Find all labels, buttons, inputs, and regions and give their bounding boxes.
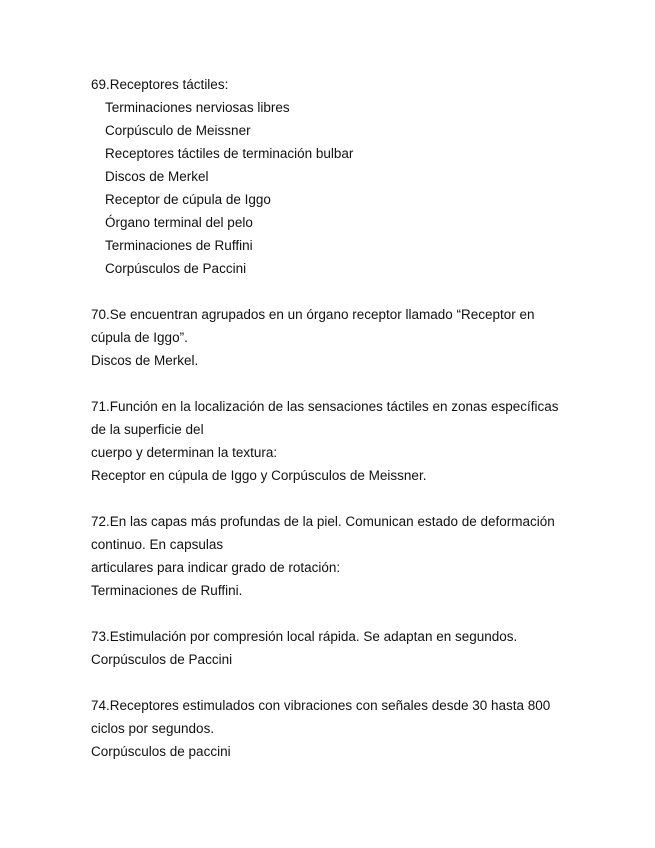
list-item: Órgano terminal del pelo bbox=[105, 215, 253, 230]
paragraph-gap bbox=[91, 487, 561, 510]
list-item: Terminaciones nerviosas libres bbox=[105, 100, 290, 115]
question-72-line: continuo. En capsulas bbox=[91, 537, 224, 552]
paragraph-gap bbox=[91, 280, 561, 303]
document-content bbox=[91, 73, 561, 763]
list-item: Receptor de cúpula de Iggo bbox=[105, 192, 271, 207]
paragraph-gap bbox=[91, 602, 561, 625]
list-item: Corpúsculos de Paccini bbox=[105, 261, 247, 276]
question-71-line: de la superficie del bbox=[91, 422, 204, 437]
question-72-line: articulares para indicar grado de rotación: bbox=[91, 560, 341, 575]
question-72-answer: Terminaciones de Ruffini. bbox=[91, 583, 243, 598]
question-73-answer: Corpúsculos de Paccini bbox=[91, 652, 233, 667]
question-74-answer: Corpúsculos de paccini bbox=[91, 744, 231, 759]
question-74-line: 74.Receptores estimulados con vibraciones con señales desde 30 hasta 800 bbox=[91, 698, 551, 713]
question-71-line: cuerpo y determinan la textura: bbox=[91, 445, 278, 460]
question-70-answer: Discos de Merkel. bbox=[91, 353, 199, 368]
question-71-answer: Receptor en cúpula de Iggo y Corpúsculos de Meissner. bbox=[91, 468, 427, 483]
question-70-line: cúpula de Iggo”. bbox=[91, 330, 188, 345]
question-73-line: 73.Estimulación por compresión local rápida. Se adaptan en segundos. bbox=[91, 629, 518, 644]
paragraph-gap bbox=[91, 372, 561, 395]
question-71-line: 71.Función en la localización de las sensaciones táctiles en zonas específicas bbox=[91, 399, 559, 414]
question-72-line: 72.En las capas más profundas de la piel. Comunican estado de deformación bbox=[91, 514, 555, 529]
list-item: Receptores táctiles de terminación bulbar bbox=[105, 146, 354, 161]
question-70-line: 70.Se encuentran agrupados en un órgano receptor llamado “Receptor en bbox=[91, 307, 535, 322]
list-item: Terminaciones de Ruffini bbox=[105, 238, 253, 253]
list-item: Corpúsculo de Meissner bbox=[105, 123, 251, 138]
question-69-title: 69.Receptores táctiles: bbox=[91, 77, 229, 92]
list-item: Discos de Merkel bbox=[105, 169, 209, 184]
question-74-line: ciclos por segundos. bbox=[91, 721, 215, 736]
paragraph-gap bbox=[91, 671, 561, 694]
